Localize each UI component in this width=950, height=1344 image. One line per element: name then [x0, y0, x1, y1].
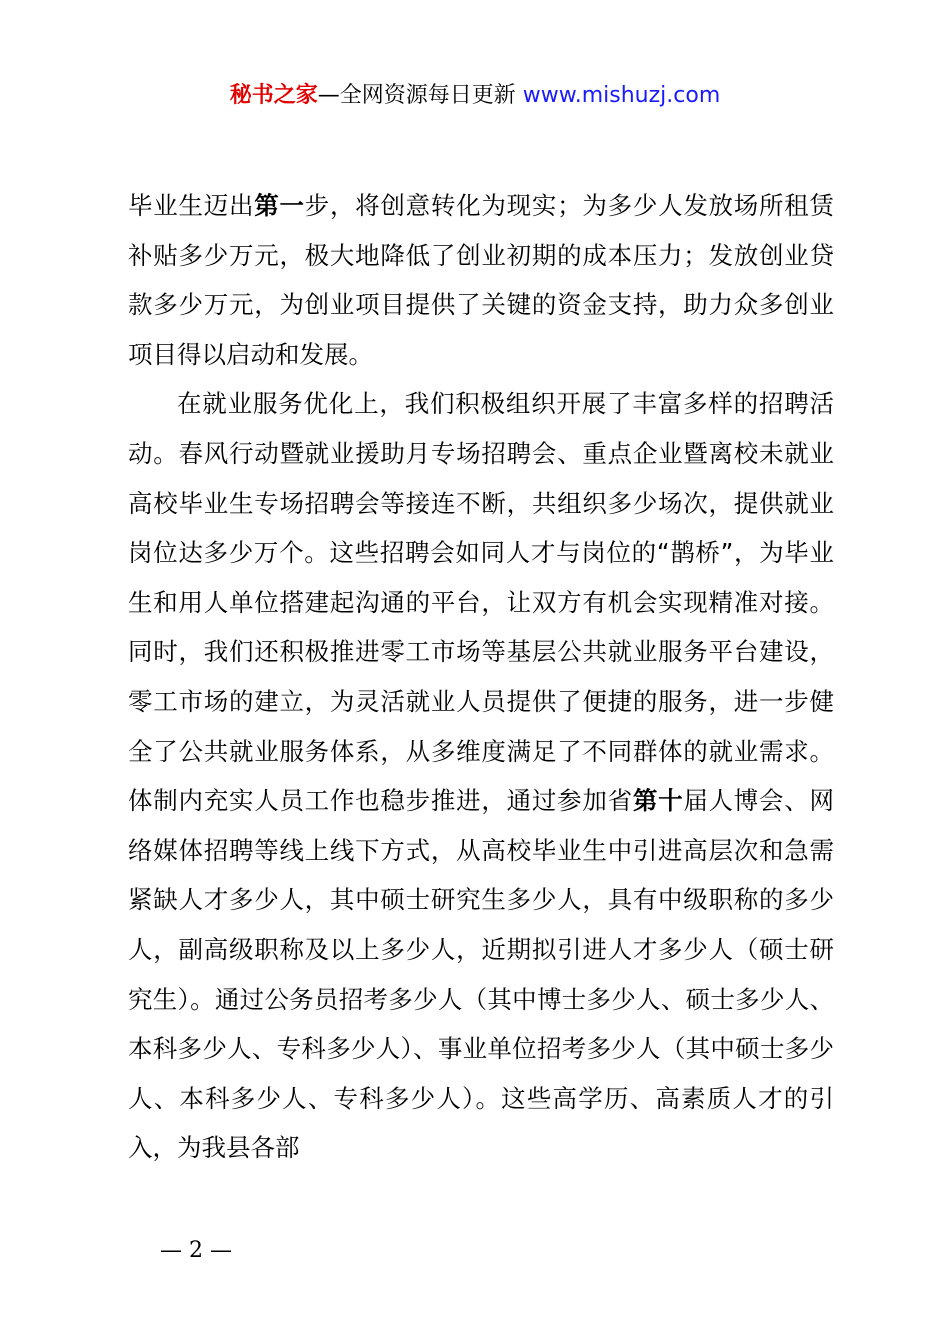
- paragraph-1: [128, 181, 834, 379]
- paragraph-2-text-b: 届人博会、网络媒体招聘等线上线下方式，从高校毕业生中引进高层次和急需紧缺人才多少人，其中硕士研究生多少人，具有中级职称的多少人，副高级职称及以上多少人，近期拟引进人才多少人（硕士研究生）。通过公务员招考多少人（其中博士多少人、硕士多少人、本科多少人、专科多少人）、事业单位招考多少人（其中硕士多少人、本科多少人、专科多少人）。这些高学历、高素质人才的引入，为我县各部: [128, 786, 835, 1163]
- page-header: [0, 80, 950, 112]
- paragraph-1-text-a: 毕业生迈出: [128, 191, 255, 220]
- paragraph-2-bold: 第十: [632, 786, 684, 816]
- paragraph-2: [128, 379, 834, 1173]
- paragraph-1-text-b: 步，将创意转化为现实；为多少人发放场所租赁补贴多少万元，极大地降低了创业初期的成本压力；发放创业贷款多少万元，为创业项目提供了关键的资金支持，助力众多创业项目得以启动和发展。: [128, 191, 835, 369]
- paragraph-2-text-a: 在就业服务优化上，我们积极组织开展了丰富多样的招聘活动。春风行动暨就业援助月专场招聘会、重点企业暨离校未就业高校毕业生专场招聘会等接连不断，共组织多少场次，提供就业岗位达多少万个。这些招聘会如同人才与岗位的“鹊桥”，为毕业生和用人单位搭建起沟通的平台，让双方有机会实现精准对接。同时，我们还积极推进零工市场等基层公共就业服务平台建设，零工市场的建立，为灵活就业人员提供了便捷的服务，进一步健全了公共就业服务体系，从多维度满足了不同群体的就业需求。体制内充实人员工作也稳步推进，通过参加省: [128, 389, 834, 816]
- paragraph-1-bold: 第一: [254, 191, 305, 220]
- header-tagline: —全网资源每日更新: [317, 83, 523, 108]
- page-number: — 2 —: [160, 1238, 232, 1263]
- header-url-link[interactable]: www.mishuzj.com: [522, 83, 721, 108]
- header-brand: 秘书之家: [229, 83, 318, 108]
- document-body: [128, 181, 834, 1173]
